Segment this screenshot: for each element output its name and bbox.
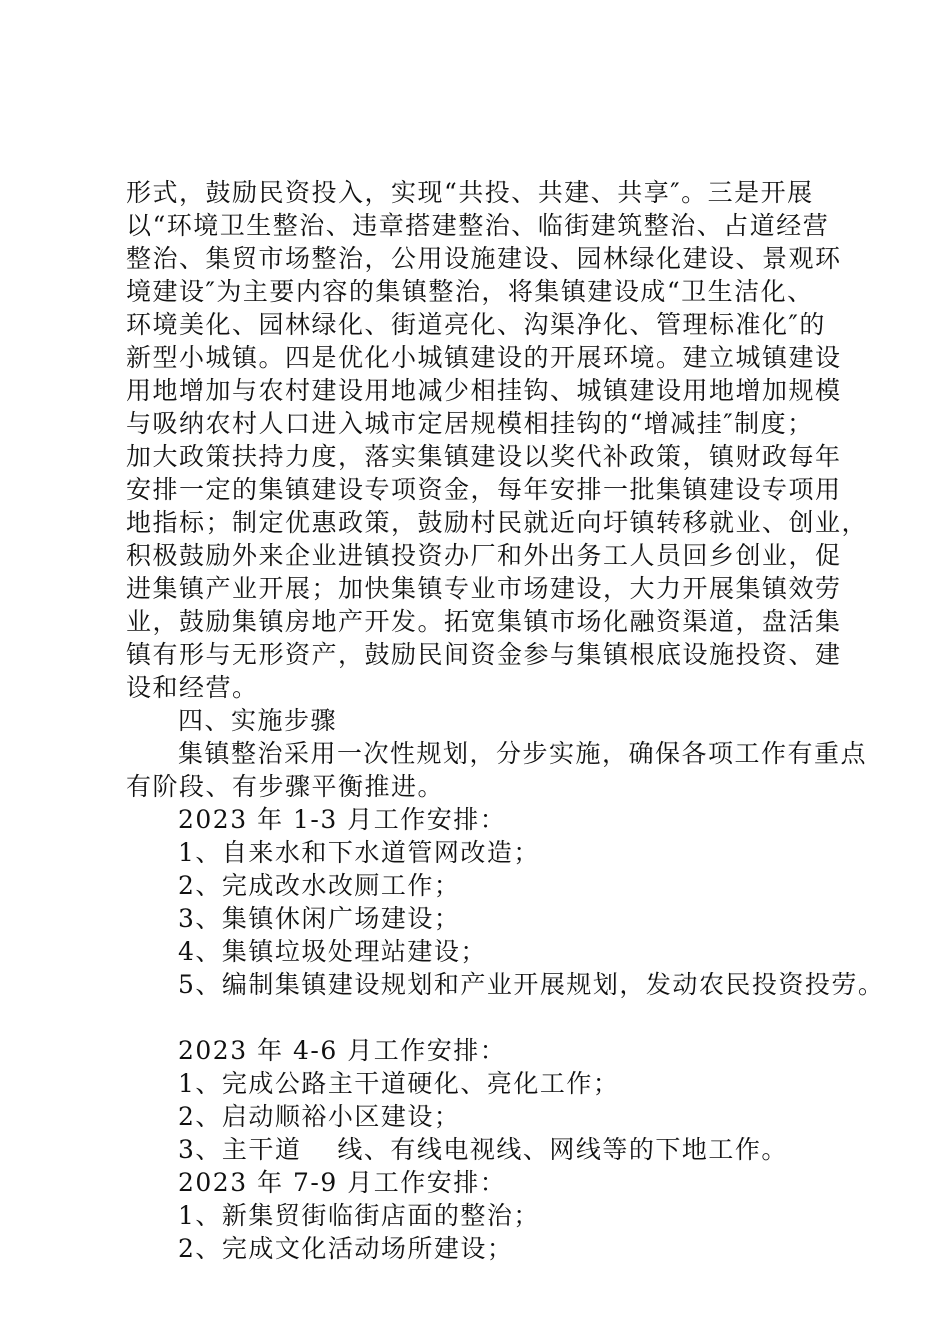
section-heading: 四、实施步骤 <box>178 706 338 735</box>
q3-item: 1、新集贸街临街店面的整治； <box>178 1201 540 1230</box>
paragraph-line: 用地增加与农村建设用地减少相挂钩、城镇建设用地增加规模 <box>126 376 842 405</box>
paragraph-line: 环境美化、园林绿化、街道亮化、沟渠净化、管理标准化″的 <box>126 310 826 339</box>
paragraph-line: 境建设″为主要内容的集镇整治，将集镇建设成“卫生洁化、 <box>126 277 814 306</box>
q1-item: 5、编制集镇建设规划和产业开展规划，发动农民投资投劳。 <box>178 970 885 999</box>
q2-item: 2、启动顺裕小区建设； <box>178 1102 461 1131</box>
paragraph-line: 新型小城镇。四是优化小城镇建设的开展环境。建立城镇建设 <box>126 343 842 372</box>
intro-line: 集镇整治采用一次性规划，分步实施，确保各项工作有重点 <box>178 739 868 768</box>
paragraph-line: 整治、集贸市场整治，公用设施建设、园林绿化建设、景观环 <box>126 244 842 273</box>
paragraph-line: 加大政策扶持力度，落实集镇建设以奖代补政策，镇财政每年 <box>126 442 842 471</box>
q1-item: 4、集镇垃圾处理站建设； <box>178 937 487 966</box>
paragraph-line: 业，鼓励集镇房地产开发。拓宽集镇市场化融资渠道，盘活集 <box>126 607 842 636</box>
q1-item: 3、集镇休闲广场建设； <box>178 904 461 933</box>
q1-heading: 2023 年 1-3 月工作安排： <box>178 805 507 834</box>
q3-heading: 2023 年 7-9 月工作安排： <box>178 1168 507 1197</box>
paragraph-line: 设和经营。 <box>126 673 259 702</box>
paragraph-line: 地指标；制定优惠政策，鼓励村民就近向圩镇转移就业、创业， <box>126 508 869 537</box>
paragraph-line: 镇有形与无形资产，鼓励民间资金参与集镇根底设施投资、建 <box>126 640 842 669</box>
blank-line <box>126 1001 846 1034</box>
intro-line: 有阶段、有步骤平衡推进。 <box>126 772 445 801</box>
document-body <box>126 176 885 1265</box>
paragraph-line: 形式，鼓励民资投入，实现“共投、共建、共享″。三是开展 <box>126 178 814 207</box>
paragraph-line: 积极鼓励外来企业进镇投资办厂和外出务工人员回乡创业，促 <box>126 541 842 570</box>
paragraph-line: 以“环境卫生整治、违章搭建整治、临街建筑整治、占道经营 <box>126 211 830 240</box>
q2-item: 1、完成公路主干道硬化、亮化工作； <box>178 1069 620 1098</box>
q1-item: 2、完成改水改厕工作； <box>178 871 461 900</box>
paragraph-line: 与吸纳农村人口进入城市定居规模相挂钩的“增减挂″制度； <box>126 409 814 438</box>
q2-item: 3、主干道 线、有线电视线、网线等的下地工作。 <box>178 1135 788 1164</box>
paragraph-line: 进集镇产业开展；加快集镇专业市场建设，大力开展集镇效劳 <box>126 574 842 603</box>
q2-heading: 2023 年 4-6 月工作安排： <box>178 1036 507 1065</box>
q3-item: 2、完成文化活动场所建设； <box>178 1234 514 1263</box>
q1-item: 1、自来水和下水道管网改造； <box>178 838 540 867</box>
paragraph-line: 安排一定的集镇建设专项资金，每年安排一批集镇建设专项用 <box>126 475 842 504</box>
